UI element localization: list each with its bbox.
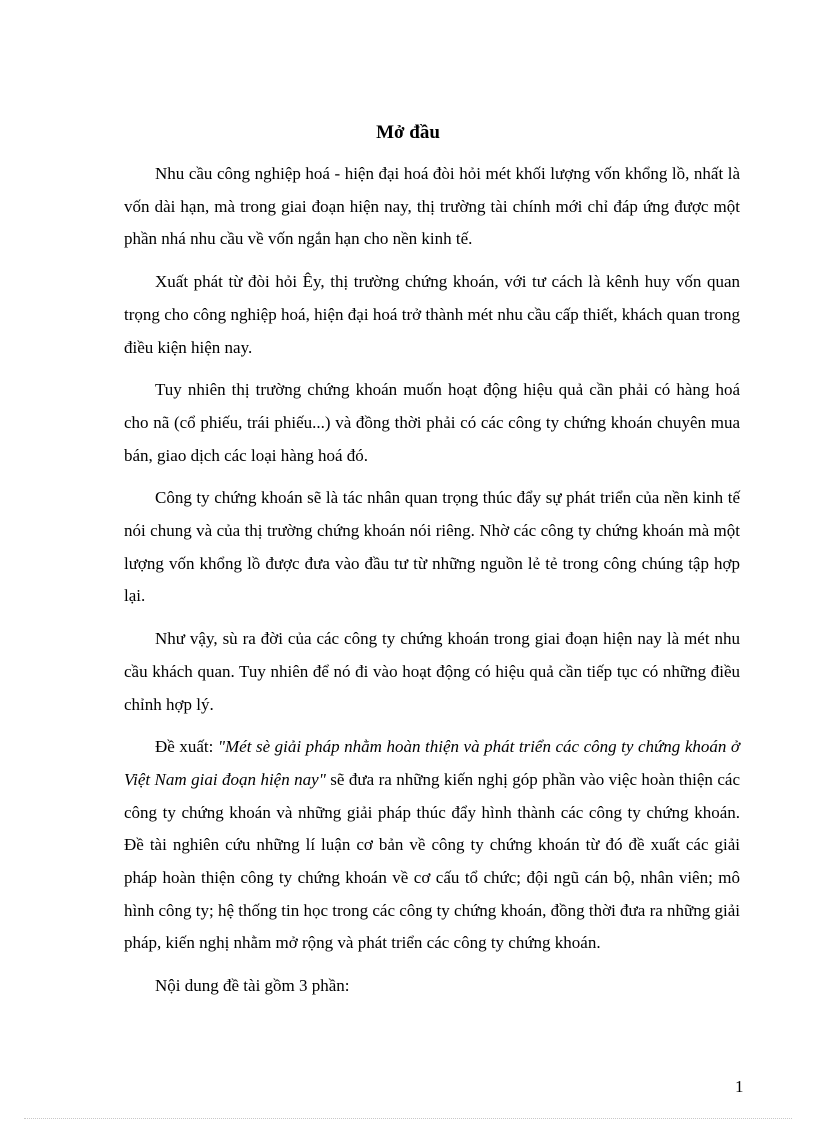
paragraph-4: Công ty chứng khoán sẽ là tác nhân quan trọng thúc đẩy sự phát triển của nền kinh tế nói chung và của thị trường chứng khoán nói riêng. Nhờ các công ty chứng khoán mà một lượng vốn khổng lồ được đưa vào đầu tư từ những nguồn lẻ tẻ trong công chúng tập hợp lại.: [124, 488, 740, 606]
document-body: [124, 158, 740, 1013]
paragraph-2: Xuất phát từ đòi hỏi Êy, thị trường chứng khoán, với tư cách là kênh huy vốn quan trọng cho công nghiệp hoá, hiện đại hoá trở thành mét nhu cầu cấp thiết, khách quan trong điều kiện hiện nay.: [124, 272, 740, 357]
paragraph-6-rest: sẽ đưa ra những kiến nghị góp phần vào việc hoàn thiện các công ty chứng khoán và những giải pháp thúc đẩy hình thành các công ty chứng khoán. Đề tài nghiên cứu những lí luận cơ bản về công ty chứng khoán từ đó đề xuất các giải pháp hoàn thiện công ty chứng khoán về cơ cấu tổ chức; đội ngũ cán bộ, nhân viên; mô hình công ty; hệ thống tin học trong các công ty chứng khoán, đồng thời đưa ra những giải pháp, kiến nghị nhằm mở rộng và phát triển các công ty chứng khoán.: [124, 769, 740, 953]
paragraph-5: Như vậy, sù ra đời của các công ty chứng khoán trong giai đoạn hiện nay là mét nhu cầu khách quan. Tuy nhiên để nó đi vào hoạt động có hiệu quả cần tiếp tục có những điều chỉnh hợp lý.: [124, 629, 740, 714]
paragraph-6: [124, 731, 740, 960]
thesis-title-quote: "Mét sè giải pháp nhằm hoàn thiện và phát triển các công ty chứng khoán ở Việt Nam giai đoạn hiện nay": [124, 737, 740, 789]
paragraph-3: Tuy nhiên thị trường chứng khoán muốn hoạt động hiệu quả cần phải có hàng hoá cho nã (cổ phiếu, trái phiếu...) và đồng thời phải có các công ty chứng khoán chuyên mua bán, giao dịch các loại hàng hoá đó.: [124, 380, 740, 465]
page-bottom-divider: [24, 1118, 792, 1119]
paragraph-6-lead: Đề xuất:: [155, 737, 218, 757]
paragraph-7: Nội dung đề tài gồm 3 phần:: [155, 976, 350, 996]
page-number: 1: [735, 1077, 744, 1096]
page-title: Mở đầu: [376, 122, 440, 143]
paragraph-1: Nhu cầu công nghiệp hoá - hiện đại hoá đòi hỏi mét khối lượng vốn khổng lồ, nhất là vốn dài hạn, mà trong giai đoạn hiện nay, thị trường tài chính mới chỉ đáp ứng được một phần nhá nhu cầu về vốn ngắn hạn cho nền kinh tế.: [124, 164, 740, 249]
